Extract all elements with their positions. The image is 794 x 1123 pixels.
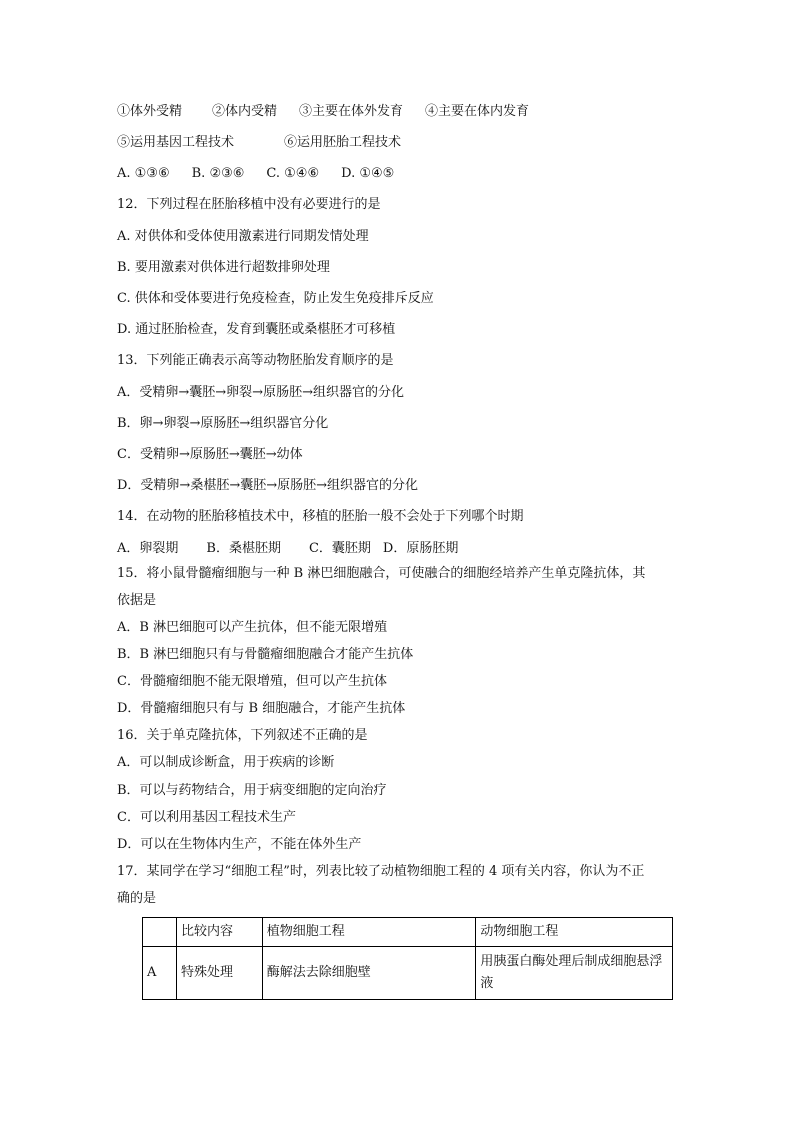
q16-option-c: C．可以利用基因工程技术生产 (117, 810, 296, 825)
table-header-row (143, 918, 673, 947)
q11-option-5: ⑤运用基因工程技术 (117, 135, 235, 150)
table-cell: 用胰蛋白酶处理后制成细胞悬浮液 (476, 947, 673, 1000)
table-cell: A (143, 947, 177, 1000)
comparison-table (142, 917, 673, 1000)
q11-option-3: ③主要在体外发育 (299, 104, 404, 119)
q15-option-a: A．B 淋巴细胞可以产生抗体，但不能无限增殖 (117, 620, 388, 635)
q11-choice-b: B. ②③⑥ (191, 166, 245, 181)
q17-stem-line-1: 17．某同学在学习“细胞工程”时，列表比较了动植物细胞工程的 4 项有关内容，你认为不正 (117, 864, 645, 879)
q11-option-1: ①体外受精 (117, 104, 183, 119)
table-row (143, 947, 673, 1000)
q15-option-d: D．骨髓瘤细胞只有与 B 细胞融合，才能产生抗体 (117, 701, 406, 716)
table-header-cell: 比较内容 (176, 918, 262, 947)
q14-stem: 14．在动物的胚胎移植技术中，移植的胚胎一般不会处于下列哪个时期 (117, 509, 524, 524)
q12-option-d: D. 通过胚胎检查，发育到囊胚或桑椹胚才可移植 (117, 322, 396, 337)
q14-choices (117, 541, 458, 557)
q15-option-c: C．骨髓瘤细胞不能无限增殖，但可以产生抗体 (117, 674, 387, 689)
table-header-cell: 植物细胞工程 (262, 918, 476, 947)
q13-option-b: B．卵→卵裂→原肠胚→组织器官分化 (117, 416, 329, 431)
q11-option-2: ②体内受精 (212, 104, 278, 119)
q11-options-line-1 (117, 104, 529, 120)
q16-option-b: B．可以与药物结合，用于病变细胞的定向治疗 (117, 783, 387, 798)
q13-option-c: C．受精卵→原肠胚→囊胚→幼体 (117, 447, 303, 462)
q11-choice-d: D. ①④⑤ (341, 166, 395, 181)
q12-stem: 12．下列过程在胚胎移植中没有必要进行的是 (117, 197, 381, 212)
q13-stem: 13．下列能正确表示高等动物胚胎发育顺序的是 (117, 353, 394, 368)
q11-choices (117, 166, 394, 182)
q17-stem-line-2: 确的是 (117, 891, 157, 906)
q15-stem-line-2: 依据是 (117, 593, 157, 608)
q11-option-6: ⑥运用胚胎工程技术 (284, 135, 402, 150)
q12-option-b: B. 要用激素对供体进行超数排卵处理 (117, 260, 330, 275)
q13-option-a: A．受精卵→囊胚→卵裂→原肠胚→组织器官的分化 (117, 385, 404, 400)
q12-option-a: A. 对供体和受体使用激素进行同期发情处理 (117, 229, 369, 244)
q11-choice-c: C. ①④⑥ (266, 166, 320, 181)
q15-option-b: B．B 淋巴细胞只有与骨髓瘤细胞融合才能产生抗体 (117, 647, 414, 662)
table-header-cell: 动物细胞工程 (476, 918, 673, 947)
q14-choice-c: C．囊胚期 (308, 541, 371, 556)
q16-option-d: D．可以在生物体内生产，不能在体外生产 (117, 837, 362, 852)
q16-option-a: A．可以制成诊断盒，用于疾病的诊断 (117, 755, 335, 770)
q11-options-line-2 (117, 135, 401, 151)
q11-option-4: ④主要在体内发育 (425, 104, 530, 119)
q14-choice-d: D．原肠胚期 (382, 541, 459, 556)
q13-option-d: D．受精卵→桑椹胚→囊胚→原肠胚→组织器官的分化 (117, 478, 418, 493)
q12-option-c: C. 供体和受体要进行免疫检查，防止发生免疫排斥反应 (117, 291, 434, 306)
q14-choice-a: A．卵裂期 (117, 541, 179, 556)
q16-stem: 16．关于单克隆抗体，下列叙述不正确的是 (117, 728, 368, 743)
q14-choice-b: B．桑椹胚期 (206, 541, 281, 556)
q11-choice-a: A. ①③⑥ (117, 166, 170, 181)
table-cell: 酶解法去除细胞壁 (262, 947, 476, 1000)
table-cell: 特殊处理 (176, 947, 262, 1000)
q15-stem-line-1: 15．将小鼠骨髓瘤细胞与一种 B 淋巴细胞融合，可使融合的细胞经培养产生单克隆抗体，其 (117, 566, 646, 581)
table-header-cell (143, 918, 177, 947)
